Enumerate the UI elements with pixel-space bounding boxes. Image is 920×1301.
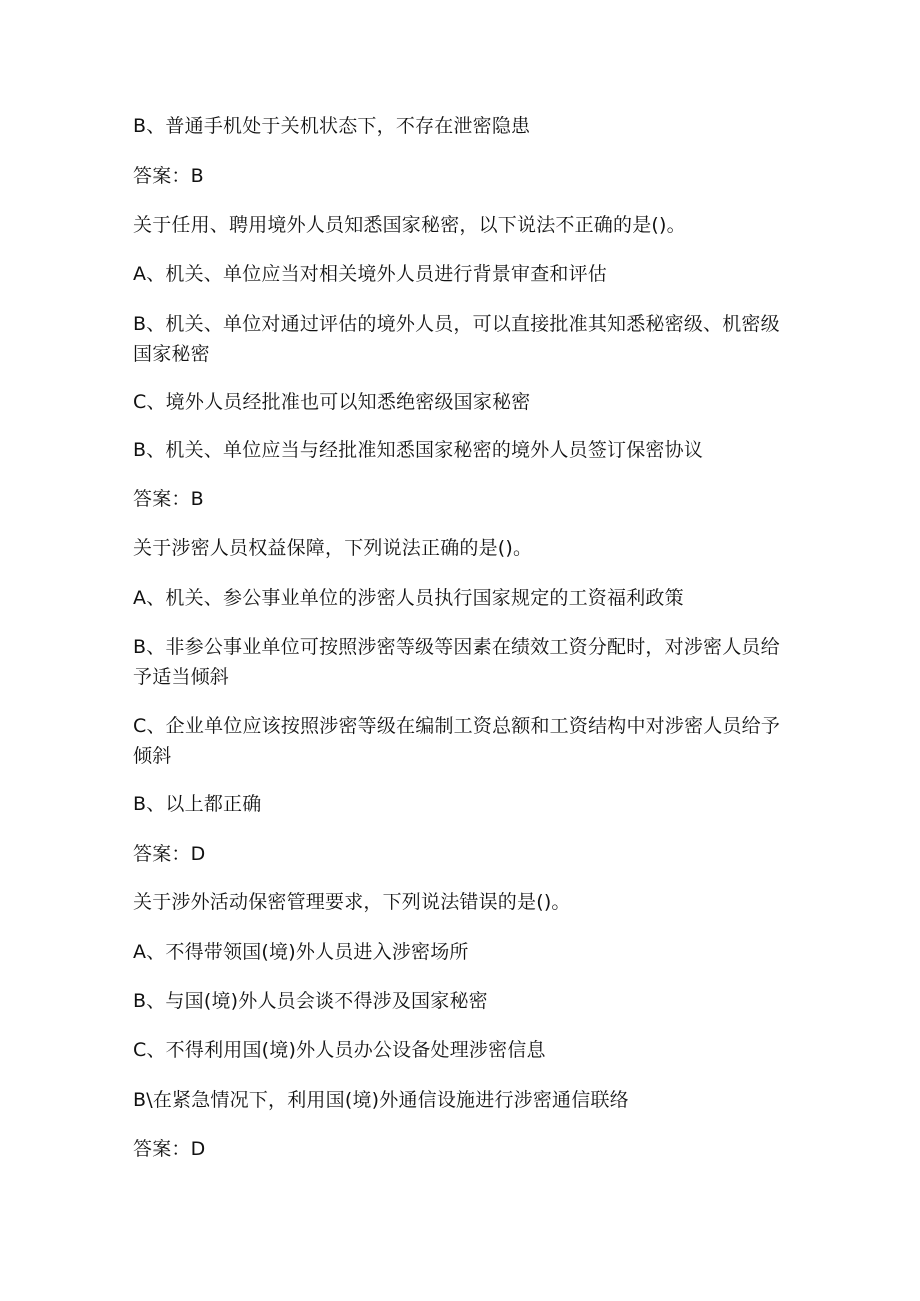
answer-2: 答案：B	[133, 488, 204, 510]
option-b-performance-pay: B、非参公事业单位可按照涉密等级等因素在绩效工资分配时，对涉密人员给予适当倾斜	[133, 636, 780, 688]
option-c-enterprise-pay: C、企业单位应该按照涉密等级在编制工资总额和工资结构中对涉密人员给予倾斜	[133, 715, 781, 767]
answer-1: 答案：B	[133, 165, 204, 187]
option-a-no-entry: A、不得带领国(境)外人员进入涉密场所	[133, 941, 469, 963]
option-a-background-check: A、机关、单位应当对相关境外人员进行背景审查和评估	[133, 263, 607, 285]
option-c-no-foreign-equipment: C、不得利用国(境)外人员办公设备处理涉密信息	[133, 1039, 546, 1061]
option-b-no-discussion: B、与国(境)外人员会谈不得涉及国家秘密	[133, 990, 488, 1012]
option-a-salary-policy: A、机关、参公事业单位的涉密人员执行国家规定的工资福利政策	[133, 587, 684, 609]
option-b-emergency-comm: B\在紧急情况下，利用国(境)外通信设施进行涉密通信联络	[133, 1089, 629, 1111]
option-b-phone-off: B、普通手机处于关机状态下，不存在泄密隐患	[133, 115, 531, 137]
question-foreign-activities: 关于涉外活动保密管理要求，下列说法错误的是()。	[133, 891, 571, 913]
answer-4: 答案：D	[133, 1138, 206, 1160]
option-b-direct-approval: B、机关、单位对通过评估的境外人员，可以直接批准其知悉秘密级、机密级国家秘密	[133, 313, 780, 365]
question-rights-protection: 关于涉密人员权益保障，下列说法正确的是()。	[133, 537, 533, 559]
answer-3: 答案：D	[133, 843, 206, 865]
option-b-all-correct: B、以上都正确	[133, 793, 262, 815]
option-b-sign-agreement: B、机关、单位应当与经批准知悉国家秘密的境外人员签订保密协议	[133, 439, 704, 461]
option-c-top-secret: C、境外人员经批准也可以知悉绝密级国家秘密	[133, 391, 531, 413]
question-foreign-personnel: 关于任用、聘用境外人员知悉国家秘密，以下说法不正确的是()。	[133, 214, 686, 236]
